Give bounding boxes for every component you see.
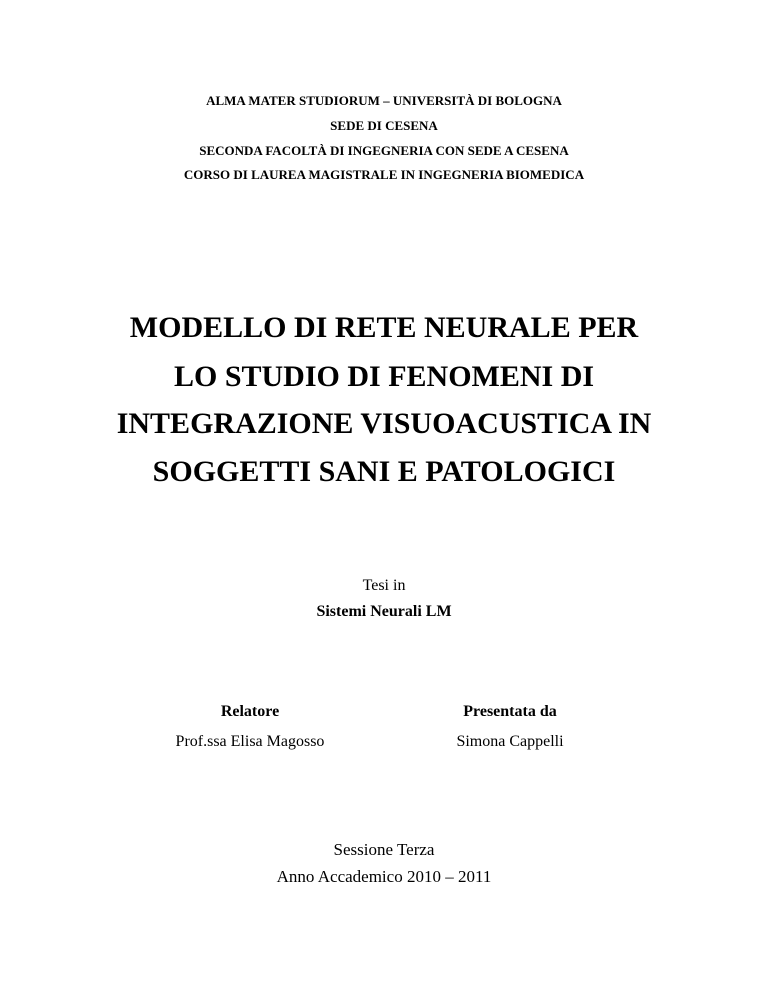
- supervisor-name: Prof.ssa Elisa Magosso: [175, 733, 325, 750]
- supervisor-heading: Relatore: [220, 703, 280, 720]
- university-name: ALMA MATER STUDIORUM – UNIVERSITÀ DI BOLOGNA: [206, 93, 562, 108]
- subject-name: Sistemi Neurali LM: [316, 603, 452, 620]
- subject-label: Tesi in: [362, 577, 406, 594]
- campus-name: SEDE DI CESENA: [330, 118, 438, 133]
- degree-course: CORSO DI LAUREA MAGISTRALE IN INGEGNERIA BIOMEDICA: [183, 167, 585, 182]
- title-line-3: INTEGRAZIONE VISUOACUSTICA IN: [116, 407, 652, 440]
- author-heading: Presentata da: [463, 703, 557, 720]
- session-label: Sessione Terza: [333, 840, 435, 859]
- academic-year: Anno Accademico 2010 – 2011: [276, 867, 492, 886]
- author-name: Simona Cappelli: [456, 733, 564, 750]
- title-line-4: SOGGETTI SANI E PATOLOGICI: [152, 455, 616, 488]
- title-line-1: MODELLO DI RETE NEURALE PER: [129, 311, 639, 344]
- title-line-2: LO STUDIO DI FENOMENI DI: [173, 360, 595, 393]
- faculty-name: SECONDA FACOLTÀ DI INGEGNERIA CON SEDE A CESENA: [199, 143, 569, 158]
